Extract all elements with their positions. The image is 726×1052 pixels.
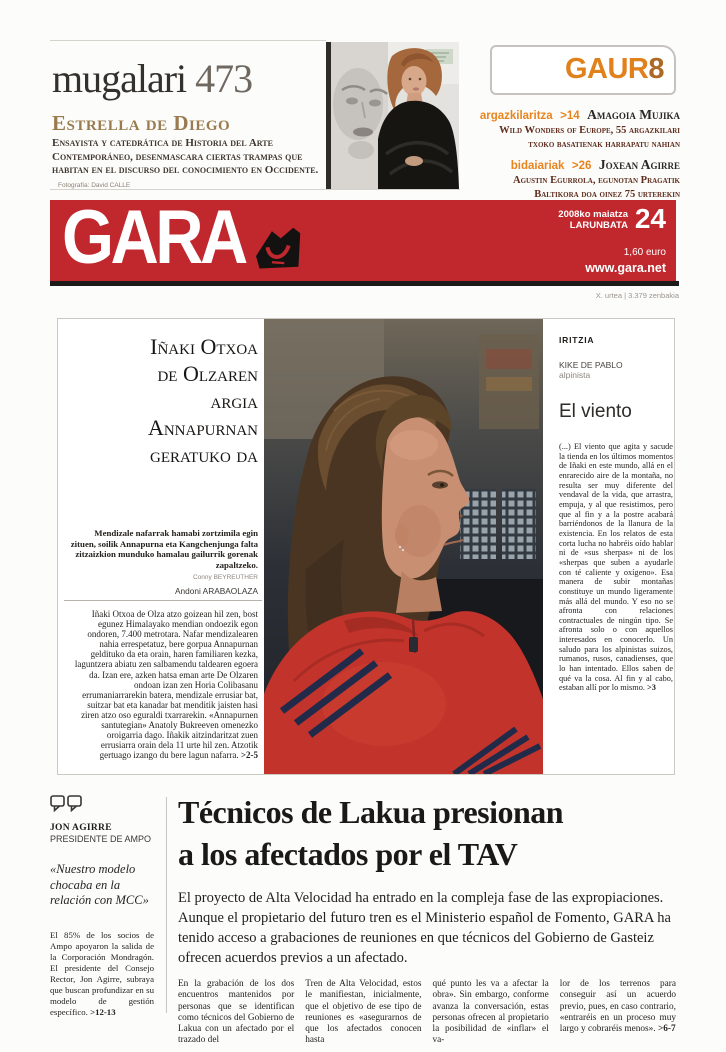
supplement-description xyxy=(52,137,340,192)
gaur8-item-heading xyxy=(480,106,680,124)
gaur8-item-line1: Agustin Egurrola, egunotan Pragatik xyxy=(513,175,680,186)
masthead-date-weekday: LARUNBATA xyxy=(569,220,628,231)
main-body xyxy=(74,609,258,760)
gaur8-item-line2: txoko basatienak harrapatu nahian xyxy=(528,138,680,150)
main-photo-credit: Conny BEYREUTHER xyxy=(192,574,258,581)
masthead-black-bar xyxy=(50,281,679,286)
newspaper-title: GARA xyxy=(62,195,245,280)
gaur8-logo-eight: 8 xyxy=(648,53,664,85)
sidebar-body xyxy=(50,930,154,1018)
opinion-page-ref: >3 xyxy=(647,683,656,693)
edition-info: X. urtea | 3.379 zenbakia xyxy=(595,291,679,300)
gaur8-logo xyxy=(565,53,664,85)
masthead-date xyxy=(558,209,628,231)
gaur8-logo-text: GAUR xyxy=(564,53,649,85)
main-headline-line: Annapurnan xyxy=(147,415,258,440)
gaur8-item-heading xyxy=(511,156,680,174)
opinion-author-role: alpinista xyxy=(559,370,591,380)
bottom-sidebar xyxy=(50,795,154,1018)
main-subhead xyxy=(68,528,258,584)
sidebar-body-text: El 85% de los socios de Ampo apoyaron la salida de la Corporación Mondragón. El presidente del Consejo Rector, Jon Agirre, subraya que buscan profundizar en su modelo de gestión específico. xyxy=(50,929,154,1017)
sidebar-quote: «Nuestro modelo chocaba en la relación con MCC» xyxy=(50,862,149,907)
secondary-column-4-text: lor de los terrenos para conseguir así un acuerdo previo, pues, en caso contrario, «entraréis en un proceso muy largo y cobraréis menos». xyxy=(559,979,676,1035)
main-body-text: Iñaki Otxoa de Olza atzo goizean hil zen, bost egunez Himalayako mendian ondoezik egon ondoren, 7.400 metrotara. Nafar mendizalearen nahia errespetatuz, bere gorpua Annapurnan geldituko da eta orain, haren familiaren kezka, laguntzera abiatu zen salbamendu taldearen egoera da. Izan ere, azken hatsa eman arte De Olzaren ondoan izan zen Horia Colibasanu errumaniarrarekin batera, mendizale errusiar bat, suitzar bat eta kanadar bat menditik jaisten hasi ziren atzo oso eguraldi txarrarekin. «Annapurnen santutegian» Anatoly Bukreeven omenezko oroigarria dago. Iñakik aitzindaritzat zuen errusiarra orain dela 11 urte hil zen. Atzotik gertuago izango du bere lagun nafarra. xyxy=(74,609,258,761)
sidebar-quote-author: JON AGIRRE xyxy=(50,823,112,833)
secondary-column-3: qué punto les va a afectar la obra». Sin embargo, conforme avanza la conversación, estas personas ofrecen al propietario la posibilidad de «inflar» el va- xyxy=(432,979,549,1046)
main-photo xyxy=(264,319,543,774)
sidebar-quote-role: PRESIDENTE DE AMPO xyxy=(50,834,152,844)
masthead-date-month: 2008ko maiatza xyxy=(558,209,628,220)
opinion-title: El viento xyxy=(559,401,632,422)
supplement-name: mugalari xyxy=(52,56,187,101)
masthead-price: 1,60 euro xyxy=(623,247,666,258)
main-story-card xyxy=(57,318,675,775)
main-headline xyxy=(68,333,258,468)
main-headline-line: de Olzaren xyxy=(157,361,258,386)
gaur8-author: Amagoia Mujika xyxy=(587,107,680,122)
woman-hand xyxy=(405,156,423,166)
main-headline-line: geratuko da xyxy=(150,442,258,467)
opinion-body xyxy=(559,442,673,693)
gaur8-item-argazkilaritza xyxy=(480,106,680,151)
supplement-description-text: Ensayista y catedrática de Historia del Arte Contemporáneo, desenmascara ciertas trampas que habitan en el discurso del conocimiento en Occidente. xyxy=(52,137,319,176)
gaur8-page-ref: >26 xyxy=(571,160,592,172)
main-headline-line: argia xyxy=(210,388,258,413)
secondary-column-4 xyxy=(560,979,676,1047)
gaur8-section-label: bidaiariak xyxy=(510,160,565,172)
secondary-columns xyxy=(178,979,676,1047)
gaur8-author: Joxean Agirre xyxy=(598,157,680,172)
top-rule xyxy=(50,40,326,41)
gaur8-logo-box xyxy=(490,45,676,95)
gaur8-page-ref: >14 xyxy=(560,110,580,122)
main-byline: Andoni ARABAOLAZA xyxy=(174,586,258,596)
secondary-lede: El proyecto de Alta Velocidad ha entrado en la compleja fase de las expropiaciones. Aunque el propietario del futuro tren es el Ministerio español de Fomento, GARA ha tenido acceso a grabaciones de reuniones en que técnicos del Gobierno de Gasteiz ofrecen acuerdos previos a un afectado. xyxy=(178,890,671,966)
gaur8-item-line2: Baltikora doa oinez 75 urterekin xyxy=(534,188,680,200)
gara-logo-glyph-icon xyxy=(254,226,304,272)
gaur8-item-bidaiariak xyxy=(511,156,680,201)
gaur8-item-line1: Wild Wonders of Europe, 55 argazkilari xyxy=(499,125,680,136)
supplement-author-name: Estrella de Diego xyxy=(52,111,231,135)
byline-rule xyxy=(64,600,262,601)
supplement-photo xyxy=(326,42,459,189)
secondary-column-1: En la grabación de los dos encuentros mantenidos por personas que se identifican como técnicos del Gobierno de Lakua con un afectado por el trazado del xyxy=(178,979,295,1046)
secondary-column-2: Tren de Alta Velocidad, estos le manifiestan, inicialmente, que el objetivo de ese tipo de reuniones es «asegurarnos de que los afectados conocen hasta xyxy=(305,979,422,1046)
opinion-author: KIKE DE PABLO xyxy=(559,360,623,370)
supplement-photo-credit: Fotografía: David CALLE xyxy=(58,181,131,189)
main-subhead-text: Mendizale nafarrak hamabi zortzimila egin zituen, soilik Annapurna eta Kangchenjunga falta zitzaizkion munduko hamalau gailurrik gorenak zapaltzeko. xyxy=(70,528,258,570)
climber-ear xyxy=(395,524,409,546)
masthead-website: www.gara.net xyxy=(585,261,666,275)
opinion-column xyxy=(559,335,673,693)
sidebar-page-ref: >12-13 xyxy=(90,1006,116,1017)
speech-bubbles-icon xyxy=(50,795,86,812)
woman-face xyxy=(402,66,427,96)
bottom-divider xyxy=(166,797,167,1013)
jacket-zipper-pull xyxy=(409,637,418,652)
main-headline-line: Iñaki Otxoa xyxy=(150,334,258,359)
opinion-section-label: IRITZIA xyxy=(559,335,595,345)
supplement-title xyxy=(52,55,252,102)
masthead-day-number: 24 xyxy=(634,203,666,234)
secondary-page-ref: >6-7 xyxy=(657,1024,676,1035)
gaur8-section-label: argazkilaritza xyxy=(479,110,553,122)
masthead-banner xyxy=(50,195,676,281)
secondary-story xyxy=(178,791,676,1047)
secondary-headline xyxy=(178,791,676,875)
supplement-issue-number: 473 xyxy=(195,56,253,101)
main-page-ref: >2-5 xyxy=(240,750,258,761)
opinion-body-text: (...) El viento que agita y sacude la tienda en los últimos momentos de Iñaki en este mundo, allá en el enrarecido aire de la montaña, no resulta ser muy diferente del vendaval de la vida, que arrastra, empuja, y al que resistimos, pero que al fin y a la postre acabará barriéndonos de la llanura de la existencia. En los relatos de esta corta lucha no habréis oído hablar ni de «sus sherpas» ni de los «sherpas que suben a ayudarle con té caliente y oxígeno». Esa manera de subir montañas constituye un mundo ligeramente más allá del mundo. Y eso no se afronta con relaciones contractuales de ningún tipo. Se afronta solo o con aquellos interesados en conocerlo. Un saludo para los alpinistas suizos, rumanos, rusos, canadienses, que lo han intentado. Ellos saben de qué va la cosa. Al fin y al cabo, estaban allí por lo mismo. xyxy=(559,442,673,693)
secondary-headline-line: a los afectados por el TAV xyxy=(178,836,518,872)
background-window xyxy=(502,489,536,559)
secondary-headline-line: Técnicos de Lakua presionan xyxy=(178,794,564,830)
